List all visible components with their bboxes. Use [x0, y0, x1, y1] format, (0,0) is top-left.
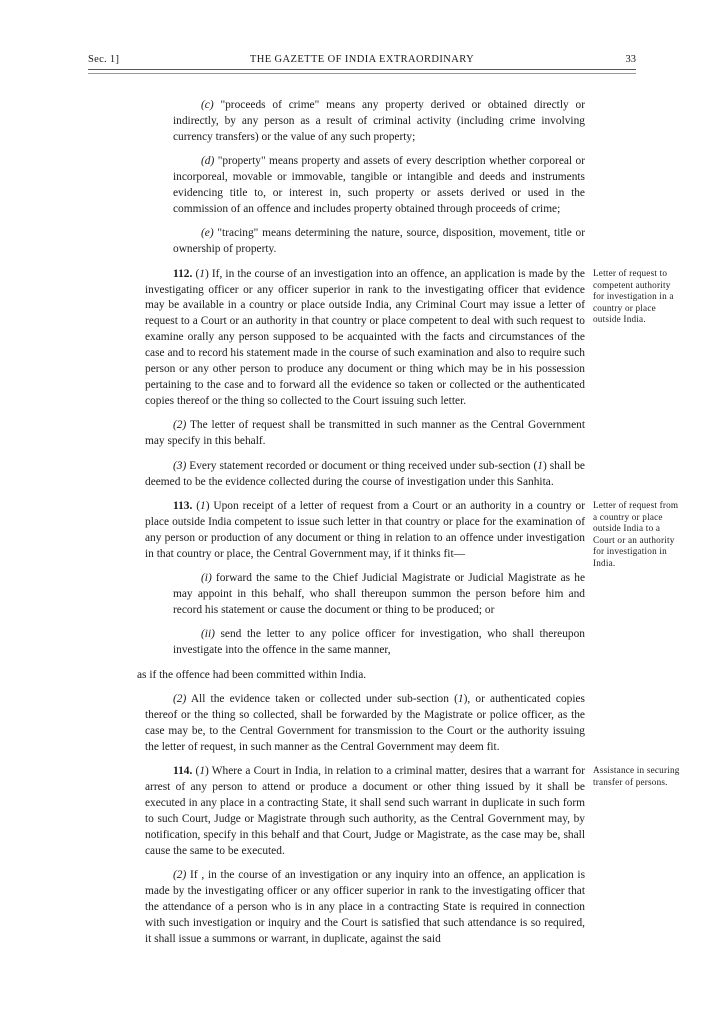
clause-label: (ii): [201, 628, 215, 641]
section-113-para-2: [145, 692, 585, 756]
page-body: [137, 98, 585, 956]
definition-e: [145, 226, 585, 258]
paragraph-text: All the evidence taken or collected under sub-section (: [186, 693, 458, 705]
paren: (: [192, 765, 200, 778]
paren: (: [192, 267, 200, 280]
paragraph-text: ) If, in the course of an investigation into an offence, an application is made by the investigating officer or any officer superior in rank to the investigating officer that evidence may be available in a country or place outside India, any Criminal Court may issue a letter of request to a Court or an authority in that country or place competent to deal with such request to examine orally any person supposed to be acquainted with the facts and circumstances of the case and to record his statement made in the course of such examination and also to require such person or any other person to produce any document or thing which may be in his possession pertaining to the case and to forward all the evidence so taken or collected or the authenticated copies thereof or the thing so collected to the Court issuing such letter.: [145, 267, 585, 407]
margin-note-114: Assistance in securing transfer of persons.: [593, 765, 680, 787]
definition-c: [145, 98, 585, 146]
clause-label: (c): [201, 99, 214, 111]
clause-label: (e): [201, 227, 214, 240]
paragraph-text: ) shall be deemed to be the evidence collected during the course of investigation under this Sanhita.: [145, 459, 585, 488]
section-number: 114.: [173, 765, 193, 778]
section-number: 112.: [173, 267, 193, 280]
subsection-label: (2): [173, 869, 187, 882]
clause-label: (d): [201, 155, 215, 168]
subsection-reference: 1: [537, 459, 543, 472]
paragraph-text: ) Where a Court in India, in relation to a criminal matter, desires that a warrant for arrest of any person to attend or produce a document or other thing issued by it shall be executed in any place in a contracting State, it shall send such warrant in duplicate in such form to such Court, Judge or Magistrate through such authority, as the Central Government may, by notification, specify in this behalf and that Court, Judge or Magistrate, as the case may be, shall cause the same to be executed.: [145, 765, 585, 857]
paragraph-text: If , in the course of an investigation or any inquiry into an offence, an application is made by the investigating officer or any officer superior in rank to the investigating officer that the attendance of a person who is in any place in a contracting State is required in connection with such investigation or inquiry and the Court is satisfied that such attendance is so required, it shall issue a summons or warrant, in duplicate, against the said: [145, 869, 585, 945]
paragraph-text: ) Upon receipt of a letter of request from a Court or an authority in a country or place outside India competent to issue such letter in that country or place for the examination of any person or production of any document or thing in relation to an offence under investigation in that country or place, the Central Government may, if it thinks fit—: [145, 499, 585, 560]
subsection-reference: 1: [457, 693, 464, 705]
page-number: 33: [625, 54, 636, 65]
paragraph-text: The letter of request shall be transmitted in such manner as the Central Government may specify in this behalf.: [145, 419, 585, 448]
subsection-label: 1: [200, 499, 206, 512]
subsection-label: 1: [199, 765, 206, 778]
page-header: [88, 52, 636, 70]
margin-note-113: Letter of request from a country or place outside India to a Court or an authority for investigation in India.: [593, 500, 679, 568]
clause-text: "proceeds of crime" means any property derived or obtained directly or indirectly, by any person as a result of criminal activity (including crime involving currency transfers) or the value of any such property;: [173, 99, 585, 143]
section-113-clause-ii: [145, 627, 585, 659]
subsection-label: (3): [173, 459, 187, 472]
clause-label: (i): [201, 572, 212, 585]
header-rule: [88, 69, 636, 74]
subsection-label: (2): [173, 419, 187, 432]
section-number: 113.: [173, 499, 193, 512]
clause-text: send the letter to any police officer for investigation, who shall thereupon investigate into the offence in the same manner,: [173, 628, 585, 657]
section-114-para-2: [145, 868, 585, 948]
section-112-para-3: [145, 459, 585, 491]
paren: (: [192, 499, 200, 512]
section-112-para-1: [145, 267, 585, 410]
paragraph-text: Every statement recorded or document or thing received under sub-section (: [186, 459, 538, 472]
section-112-para-2: [145, 418, 585, 450]
section-113-para-1: [145, 499, 585, 563]
definition-d: [145, 154, 585, 218]
margin-note-112: Letter of request to competent authority for investigation in a country or place outside India.: [593, 268, 674, 325]
clause-text: "tracing" means determining the nature, source, disposition, movement, title or ownership of property.: [173, 227, 585, 256]
section-label: Sec. 1]: [88, 54, 120, 65]
paragraph-text: ), or authenticated copies thereof or the thing so collected, shall be forwarded by the Magistrate or police officer, as the case may be, to the Central Government for transmission to the Court or the authority issuing the letter of request, in such manner as the Central Government may deem fit.: [145, 693, 585, 753]
section-113-tail: as if the offence had been committed within India.: [137, 668, 367, 681]
clause-text: "property" means property and assets of every description whether corporeal or incorporeal, movable or immovable, tangible or intangible and deeds and instruments evidencing title to, or interest in, such property or assets derived or used in the commission of an offence and includes property obtained through proceeds of crime;: [173, 155, 585, 215]
subsection-label: 1: [199, 267, 205, 280]
gazette-title: THE GAZETTE OF INDIA EXTRAORDINARY: [249, 54, 475, 65]
section-114-para-1: [145, 764, 585, 859]
clause-text: forward the same to the Chief Judicial Magistrate or Judicial Magistrate as he may appoint in this behalf, who shall thereupon summon the person before him and record his statement or cause the document or thing to be produced; or: [173, 572, 585, 616]
subsection-label: (2): [173, 693, 187, 705]
section-113-clause-i: [145, 571, 585, 619]
